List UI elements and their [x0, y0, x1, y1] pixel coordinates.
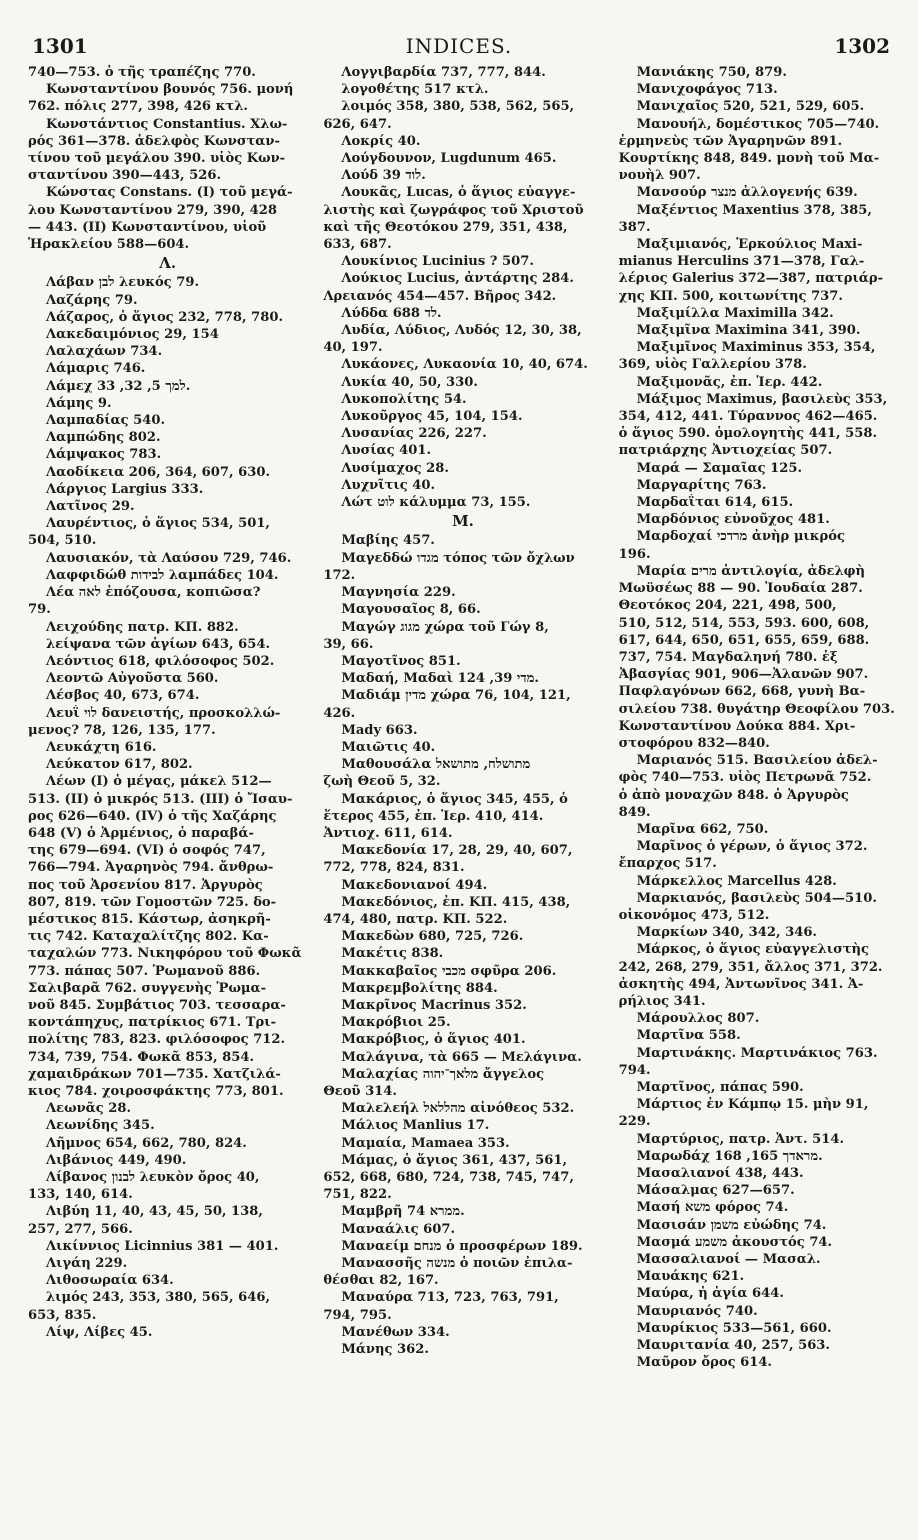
index-line: Μαρῖνα 662, 750. [636, 821, 769, 837]
index-line: χης ΚΠ. 500, κοιτωνίτης 737. [618, 288, 843, 304]
index-line: καὶ τῆς Θεοτόκου 279, 351, 438, [323, 219, 568, 235]
index-line: κοντάπηχυς, πατρίκιος 671. Τρι- [28, 1015, 277, 1031]
index-line: Μαύρα, ἡ ἁγία 644. [636, 1286, 784, 1302]
index-line: 766—794. Ἀγαρηνὸς 794. ἄνθρω- [28, 860, 274, 876]
index-line: Μάσαλμας 627—657. [636, 1183, 795, 1199]
index-line: Μαρτῖνα 558. [636, 1028, 741, 1044]
index-line: στοφόρου 832—840. [618, 735, 770, 751]
index-line: 794, 795. [323, 1307, 392, 1323]
index-line: 772, 778, 824, 831. [323, 860, 465, 876]
index-line: λοιμός 358, 380, 538, 562, 565, [341, 99, 575, 115]
index-line: Μαρτινάκης. Μαρτινάκιος 763. [636, 1045, 878, 1061]
index-line: Μαξέντιος Maxentius 378, 385, [636, 202, 872, 218]
index-column-3 [619, 64, 898, 1464]
index-line: Μασμά משמע ἀκουστός 74. [636, 1234, 833, 1250]
index-line: Μαυρίκιος 533—561, 660. [636, 1320, 832, 1336]
index-line: 653, 835. [28, 1307, 97, 1323]
index-line: 648 (V) ὁ Ἀρμένιος, ὁ παραβά- [28, 825, 254, 841]
index-line: Κώνστας Constans. (I) τοῦ μεγά- [46, 185, 293, 201]
index-line: Λικίννιος Licinnius 381 — 401. [46, 1238, 279, 1254]
index-line: Μανέθων 334. [341, 1324, 450, 1340]
index-line: Μαμβρῆ ממרא 74. [341, 1204, 465, 1220]
index-line: Λευκάχτη 616. [46, 739, 157, 755]
index-line: σταντίνου 390—443, 526. [28, 168, 221, 184]
index-line: Κωνσταντίνου Δούκα 884. Χρι- [618, 718, 856, 734]
index-line: Μάμας, ὁ ἅγιος 361, 437, 561, [341, 1152, 568, 1168]
index-line: Μαυριτανία 40, 257, 563. [636, 1338, 830, 1354]
index-line: Μακρεμβολίτης 884. [341, 980, 498, 996]
left-page-number: 1301 [32, 34, 88, 58]
index-line: Μασσαλιανοί — Μασαλ. [636, 1252, 821, 1268]
index-line: Μαρδόνιος εὐνοῦχος 481. [636, 512, 830, 528]
index-line: Λάργιος Largius 333. [46, 481, 204, 497]
index-line: Μαυριανός 740. [636, 1303, 758, 1319]
index-line: Λάζαρος, ὁ ἅγιος 232, 778, 780. [46, 309, 283, 325]
index-line: πος τοῦ Ἀρσενίου 817. Ἀργυρὸς [28, 877, 263, 893]
index-line: Μαξιμιανός, Ἑρκούλιος Maxi- [636, 237, 863, 253]
index-line: Λυχνῖτις 40. [341, 477, 436, 493]
index-line: Ἀντιοχ. 611, 614. [323, 825, 453, 841]
index-line: Θεοτόκος 204, 221, 498, 500, [618, 598, 837, 614]
index-line: Μαξιμίλλα Maximilla 342. [636, 305, 834, 321]
index-line: Λάμψακος 783. [46, 447, 162, 463]
index-line: Λειχούδης πατρ. ΚΠ. 882. [46, 619, 239, 635]
index-line: Μαργαρίτης 763. [636, 477, 767, 493]
index-line: Ἡρακλείου 588—604. [28, 237, 190, 253]
index-line: Μακρῖνος Macrinus 352. [341, 997, 527, 1013]
index-line: Λούγδουνον, Lugdunum 465. [341, 151, 557, 167]
index-line: Μαναάλις 607. [341, 1221, 456, 1237]
index-line: Λαφφιδώθ לבידות λαμπάδες 104. [46, 567, 279, 583]
index-line: — 443. (II) Κωνσταντίνου, υἱοῦ [28, 219, 267, 235]
index-line: Μαγώγ מגוג χώρα τοῦ Γώγ 8, [341, 619, 549, 635]
index-line: ζωὴ Θεοῦ 5, 32. [323, 774, 441, 790]
index-line: λείψανα τῶν ἁγίων 643, 654. [46, 636, 271, 652]
index-line: τις 742. Καταχαλίτζης 802. Κα- [28, 929, 269, 945]
index-line: 242, 268, 279, 351, ἄλλος 371, 372. [618, 959, 883, 975]
index-line: Μακεδονιανοί 494. [341, 877, 488, 893]
index-line: ὁ ἅγιος 590. ὁμολογητὴς 441, 558. [618, 426, 878, 442]
index-line: 762. πόλις 277, 398, 426 κτλ. [28, 99, 248, 115]
index-line: τίνου τοῦ μεγάλου 390. υἱὸς Κων- [28, 151, 286, 167]
index-line: πολίτης 783, 823. φιλόσοφος 712. [28, 1032, 286, 1048]
index-line: Μασισάν משמן εὐώδης 74. [636, 1217, 827, 1233]
index-line: νουὴλ 907. [618, 168, 701, 184]
index-line: σιλείου 738. θυγάτηρ Θεοφίλου 703. [618, 701, 895, 717]
index-line: Μαρκιανός, βασιλεὺς 504—510. [636, 890, 877, 906]
index-line: Μαξιμῖνα Maximina 341, 390. [636, 323, 861, 339]
index-line: Μαβίης 457. [341, 533, 435, 549]
index-line: Λατῖνος 29. [46, 499, 135, 515]
index-line: Μαυάκης 621. [636, 1269, 745, 1285]
index-line: Μαγοτῖνος 851. [341, 653, 461, 669]
index-line: Μαρτῖνος, πάπας 590. [636, 1079, 804, 1095]
index-line: mianus Herculins 371—378, Γαλ- [618, 254, 865, 270]
index-line: 751, 822. [323, 1187, 392, 1203]
page-header [22, 34, 896, 62]
index-line: Μακρόβιοι 25. [341, 1015, 451, 1031]
index-line: Λακεδαιμόνιος 29, 154 [46, 327, 219, 343]
index-line: οἰκονόμος 473, 512. [618, 907, 770, 923]
index-line: Μαρκίων 340, 342, 346. [636, 925, 817, 941]
index-line: μέστικος 815. Κάστωρ, ἀσηκρῆ- [28, 911, 271, 927]
index-line: Μάρκελλος Marcellus 428. [636, 873, 837, 889]
index-line: μενος? 78, 126, 135, 177. [28, 722, 216, 738]
index-line: Λυκία 40, 50, 330. [341, 374, 478, 390]
index-line: Λαμπαδίας 540. [46, 413, 166, 429]
index-line: Μαιῶτις 40. [341, 739, 436, 755]
index-line: Λάμης 9. [46, 395, 112, 411]
index-line: Λώτ לוט κάλυμμα 73, 155. [341, 495, 531, 511]
index-line: Λεοντῶ Αὐγοῦστα 560. [46, 671, 219, 687]
index-line: Μαναύρα 713, 723, 763, 791, [341, 1290, 559, 1306]
index-line: Μαγουσαῖος 8, 66. [341, 602, 481, 618]
index-line: 740—753. ὁ τῆς τραπέζης 770. [28, 65, 256, 80]
index-line: Μακκαβαῖος מכבי σφῦρα 206. [341, 963, 557, 979]
index-line: Λάμεχ למך 5, 32, 33. [46, 378, 191, 394]
index-line: 626, 647. [323, 116, 392, 132]
index-line: Σαλιβαρᾶ 762. συγγενὴς Ῥωμα- [28, 980, 267, 996]
index-line: Λυσίας 401. [341, 443, 432, 459]
index-line: Μαῦρον ὄρος 614. [636, 1355, 772, 1371]
index-line: θέσθαι 82, 167. [323, 1273, 439, 1289]
index-line: 196. [618, 546, 651, 562]
index-line: κιος 784. χοιροσφάκτης 773, 801. [28, 1083, 284, 1099]
index-line: Μαρτύριος, πατρ. Ἀντ. 514. [636, 1131, 845, 1147]
index-line: Μαδαή, Μαδαὶ מדי 39, 124. [341, 671, 539, 687]
index-line: Μαθουσάλα מתושלח, מתושאל [341, 757, 531, 773]
index-line: Μακεδονία 17, 28, 29, 40, 607, [341, 843, 573, 859]
index-line: Λίβανος לבנון λευκὸν ὄρος 40, [46, 1170, 260, 1185]
index-line: ρος 626—640. (IV) ὁ τῆς Χαζάρης [28, 808, 277, 824]
index-line: Λίψ, Λίβες 45. [46, 1324, 153, 1340]
index-line: Μαρωδάχ מראדך 165, 168. [636, 1148, 823, 1164]
index-line: Λαυρέντιος, ὁ ἅγιος 534, 501, [46, 516, 270, 532]
index-line: ρός 361—378. ἀδελφὸς Κωνσταν- [28, 133, 280, 149]
index-line: ταχαλών 773. Νικηφόρου τοῦ Φωκᾶ [28, 946, 302, 962]
index-line: 133, 140, 614. [28, 1187, 133, 1203]
index-line: Μακεδὼν 680, 725, 726. [341, 929, 524, 945]
index-line: ἑρμηνεὺς τῶν Ἀγαρηνῶν 891. [618, 133, 843, 149]
index-line: πατριάρχης Ἀντιοχείας 507. [618, 443, 833, 459]
index-columns [28, 64, 898, 1464]
index-line: Μαρά — Σαμαῖας 125. [636, 460, 803, 476]
index-line: 354, 412, 441. Τύραννος 462—465. [618, 409, 878, 425]
index-line: 504, 510. [28, 533, 97, 549]
index-line: Μάξιμος Maximus, βασιλεὺς 353, [636, 391, 888, 407]
index-line: Λυδία, Λύδιος, Λυδός 12, 30, 38, [341, 323, 582, 339]
index-line: Μαγνησία 229. [341, 585, 456, 601]
index-line: 257, 277, 566. [28, 1221, 133, 1237]
index-line: Λευΐ לוי δανειστής, προσκολλώ- [46, 705, 281, 721]
index-line: Μαλάγινα, τὰ 665 — Μελάγινα. [341, 1049, 582, 1065]
index-line: Παφλαγόνων 662, 668, γυνὴ Βα- [618, 684, 866, 700]
index-line: 172. [323, 567, 356, 583]
index-line: Μασαλιανοί 438, 443. [636, 1166, 804, 1181]
index-line: Λέσβος 40, 673, 674. [46, 688, 200, 704]
index-line: Μαρῖνος ὁ γέρων, ὁ ἅγιος 372. [636, 839, 868, 855]
index-line: Μάρτιος ἐν Κάμπῳ 15. μὴν 91, [636, 1097, 869, 1113]
index-line: 617, 644, 650, 651, 655, 659, 688. [618, 632, 870, 648]
index-line: Λαλαχάων 734. [46, 344, 163, 360]
index-line: Λυκοῦργος 45, 104, 154. [341, 409, 523, 425]
index-line: Λουκίνιος Lucinius ? 507. [341, 254, 534, 270]
index-line: Λύδδα לד 688. [341, 305, 442, 321]
index-line: Μακέτις 838. [341, 946, 444, 962]
index-line: Μαναείμ מנחם ὁ προσφέρων 189. [341, 1238, 583, 1254]
index-line: Mady 663. [341, 722, 418, 738]
section-letter: Μ. [452, 513, 474, 531]
index-line: χαμαιδράκων 701—735. Χατζιλά- [28, 1066, 281, 1082]
index-line: Λουκᾶς, Lucas, ὁ ἅγιος εὐαγγε- [341, 185, 576, 201]
section-letter: Λ. [159, 255, 177, 273]
index-line: λογοθέτης 517 κτλ. [341, 82, 489, 98]
index-line: 652, 668, 680, 724, 738, 745, 747, [323, 1170, 574, 1185]
index-line: Μαξιμῖνος Maximinus 353, 354, [636, 340, 876, 356]
index-line: Λυκοπολίτης 54. [341, 391, 467, 407]
index-line: Λάβαν לבן λευκός 79. [46, 275, 200, 291]
index-line: Κωνστάντιος Constantius. Χλω- [46, 116, 288, 132]
index-line: λιστὴς καὶ ζωγράφος τοῦ Χριστοῦ [323, 202, 584, 218]
index-line: Μαδιάμ מדין χώρα 76, 104, 121, [341, 688, 571, 704]
index-line: 794. [618, 1062, 651, 1078]
index-line: 229. [618, 1114, 651, 1130]
running-title: INDICES. [405, 34, 513, 58]
index-line: 807, 819. τῶν Γομοστῶν 725. δο- [28, 894, 277, 910]
index-line: 737, 754. Μαγδαληνή 780. ἐξ [618, 649, 838, 665]
index-line: Μανσούρ מנצר ἀλλογενής 639. [636, 185, 858, 201]
index-line: Λιθοσωραία 634. [46, 1273, 174, 1289]
index-line: Λυσανίας 226, 227. [341, 426, 487, 442]
index-line: Λεύκατον 617, 802. [46, 757, 193, 773]
index-line: Μανουήλ, δομέστικος 705—740. [636, 116, 880, 132]
index-line: λου Κωνσταντίνου 279, 390, 428 [28, 202, 277, 218]
index-line: ρήλιος 341. [618, 993, 706, 1009]
index-line: Μαριανός 515. Βασιλείου ἀδελ- [636, 753, 878, 769]
index-line: Κουρτίκης 848, 849. μονὴ τοῦ Μα- [618, 151, 880, 167]
index-line: 387. [618, 219, 651, 235]
index-line: Λιβάνιος 449, 490. [46, 1152, 187, 1168]
index-line: Λοκρίς 40. [341, 133, 421, 149]
index-line: Μαρία מרים ἀντιλογία, ἀδελφὴ [636, 563, 865, 579]
index-line: Λιβύη 11, 40, 43, 45, 50, 138, [46, 1204, 263, 1220]
index-line: Μαλελεήλ מהללאל αἰνόθεος 532. [341, 1101, 575, 1117]
index-line: Λιγάη 229. [46, 1256, 128, 1272]
index-line: Λαμπώδης 802. [46, 430, 161, 446]
index-line: της 679—694. (VI) ὁ σοφός 747, [28, 843, 266, 859]
index-line: 40, 197. [323, 340, 383, 356]
index-line: Ἀβασγίας 901, 906—Ἀλανῶν 907. [618, 667, 869, 683]
index-line: φὸς 740—753. υἱὸς Πετρωνᾶ 752. [618, 770, 872, 786]
index-line: λέριος Galerius 372—387, πατριάρ- [618, 271, 884, 287]
index-line: Λυσίμαχος 28. [341, 460, 449, 476]
index-line: Λυκάονες, Λυκαονία 10, 40, 674. [341, 357, 588, 373]
index-line: 849. [618, 804, 651, 820]
index-line: Μαμαία, Mamaea 353. [341, 1135, 510, 1151]
index-line: Θεοῦ 314. [323, 1083, 397, 1099]
index-line: νοῦ 845. Συμβάτιος 703. τεσσαρα- [28, 997, 286, 1013]
index-line: ἔπαρχος 517. [618, 856, 717, 872]
index-line: Μακρόβιος, ὁ ἅγιος 401. [341, 1032, 526, 1048]
index-line: Μάλιος Manlius 17. [341, 1118, 490, 1134]
index-line: Μανιχοφάγος 713. [636, 82, 778, 98]
index-line: Κωνσταντίνου βουνός 756. μονή [46, 82, 294, 98]
index-line: ἀσκητὴς 494, Ἀντωνῖνος 341. Ἀ- [618, 976, 864, 992]
index-line: Λαοδίκεια 206, 364, 607, 630. [46, 464, 271, 480]
index-line: 510, 512, 514, 553, 593. 600, 608, [618, 615, 870, 631]
index-line: 734, 739, 754. Φωκᾶ 853, 854. [28, 1049, 255, 1065]
index-line: 39, 66. [323, 636, 374, 652]
index-line: Λρειανός 454—457. Βῆρος 342. [323, 288, 557, 304]
index-line: Μαλαχίας מלאך־יהוה ἄγγελος [341, 1066, 545, 1082]
index-line: Μαρδαΐται 614, 615. [636, 495, 794, 511]
index-line: ἕτερος 455, ἐπ. Ἱερ. 410, 414. [323, 808, 544, 824]
index-line: Μάνης 362. [341, 1342, 429, 1358]
index-line: Λούδ לוד 39. [341, 168, 426, 184]
index-line: Λαυσιακόν, τὰ Λαύσου 729, 746. [46, 550, 292, 566]
index-line: Λεωνᾶς 28. [46, 1101, 132, 1117]
index-line: Μασή משא φόρος 74. [636, 1200, 789, 1216]
index-line: 426. [323, 705, 356, 721]
index-line: Λέων (I) ὁ μέγας, μάκελ 512— [46, 774, 272, 790]
index-line: λιμός 243, 353, 380, 565, 646, [46, 1290, 271, 1306]
index-line: Λέα לאה ἐπόζουσα, κοπιῶσα? [46, 585, 261, 601]
index-column-2 [323, 64, 602, 1464]
index-line: ὁ ἀπὸ μοναχῶν 848. ὁ Ἀργυρὸς [618, 787, 849, 803]
index-line: Λάμαρις 746. [46, 361, 146, 377]
index-line: Μωϋσέως 88 — 90. Ἰουδαία 287. [618, 581, 863, 597]
index-line: Λεόντιος 618, φιλόσοφος 502. [46, 653, 275, 669]
index-line: Λαζάρης 79. [46, 292, 138, 308]
index-line: 474, 480, πατρ. ΚΠ. 522. [323, 911, 508, 927]
index-line: Μάρκος, ὁ ἅγιος εὐαγγελιστὴς [636, 942, 870, 958]
index-line: Λεωνίδης 345. [46, 1118, 155, 1134]
index-line: Μαξιμονᾶς, ἐπ. Ἱερ. 442. [636, 374, 823, 390]
index-line: 79. [28, 602, 51, 618]
index-line: Μανιάκης 750, 879. [636, 65, 787, 80]
index-line: Μάρουλλος 807. [636, 1011, 760, 1027]
index-line: Λογγιβαρδία 737, 777, 844. [341, 65, 546, 80]
index-line: 369, υἱὸς Γαλλερίου 378. [618, 357, 807, 373]
index-line: 773. πάπας 507. Ῥωμανοῦ 886. [28, 963, 261, 979]
index-line: 513. (II) ὁ μικρός 513. (III) ὁ Ἴσαυ- [28, 791, 293, 807]
right-page-number: 1302 [834, 34, 890, 58]
index-column-1 [28, 64, 307, 1464]
index-line: Λούκιος Lucius, ἀντάρτης 284. [341, 271, 574, 287]
index-line: 633, 687. [323, 237, 392, 253]
index-line: Μακεδόνιος, ἐπ. ΚΠ. 415, 438, [341, 894, 571, 910]
index-line: Μαρδοχαί מרדכי ἀνὴρ μικρός [636, 529, 845, 545]
index-line: Λῆμνος 654, 662, 780, 824. [46, 1135, 247, 1151]
index-line: Μανιχαῖος 520, 521, 529, 605. [636, 99, 865, 115]
index-line: Μακάριος, ὁ ἅγιος 345, 455, ὁ [341, 791, 568, 807]
index-line: Μανασσῆς מנשה ὁ ποιῶν ἐπιλα- [341, 1256, 573, 1272]
index-line: Μαγεδδώ מגדו τόπος τῶν ὄχλων [341, 550, 575, 566]
